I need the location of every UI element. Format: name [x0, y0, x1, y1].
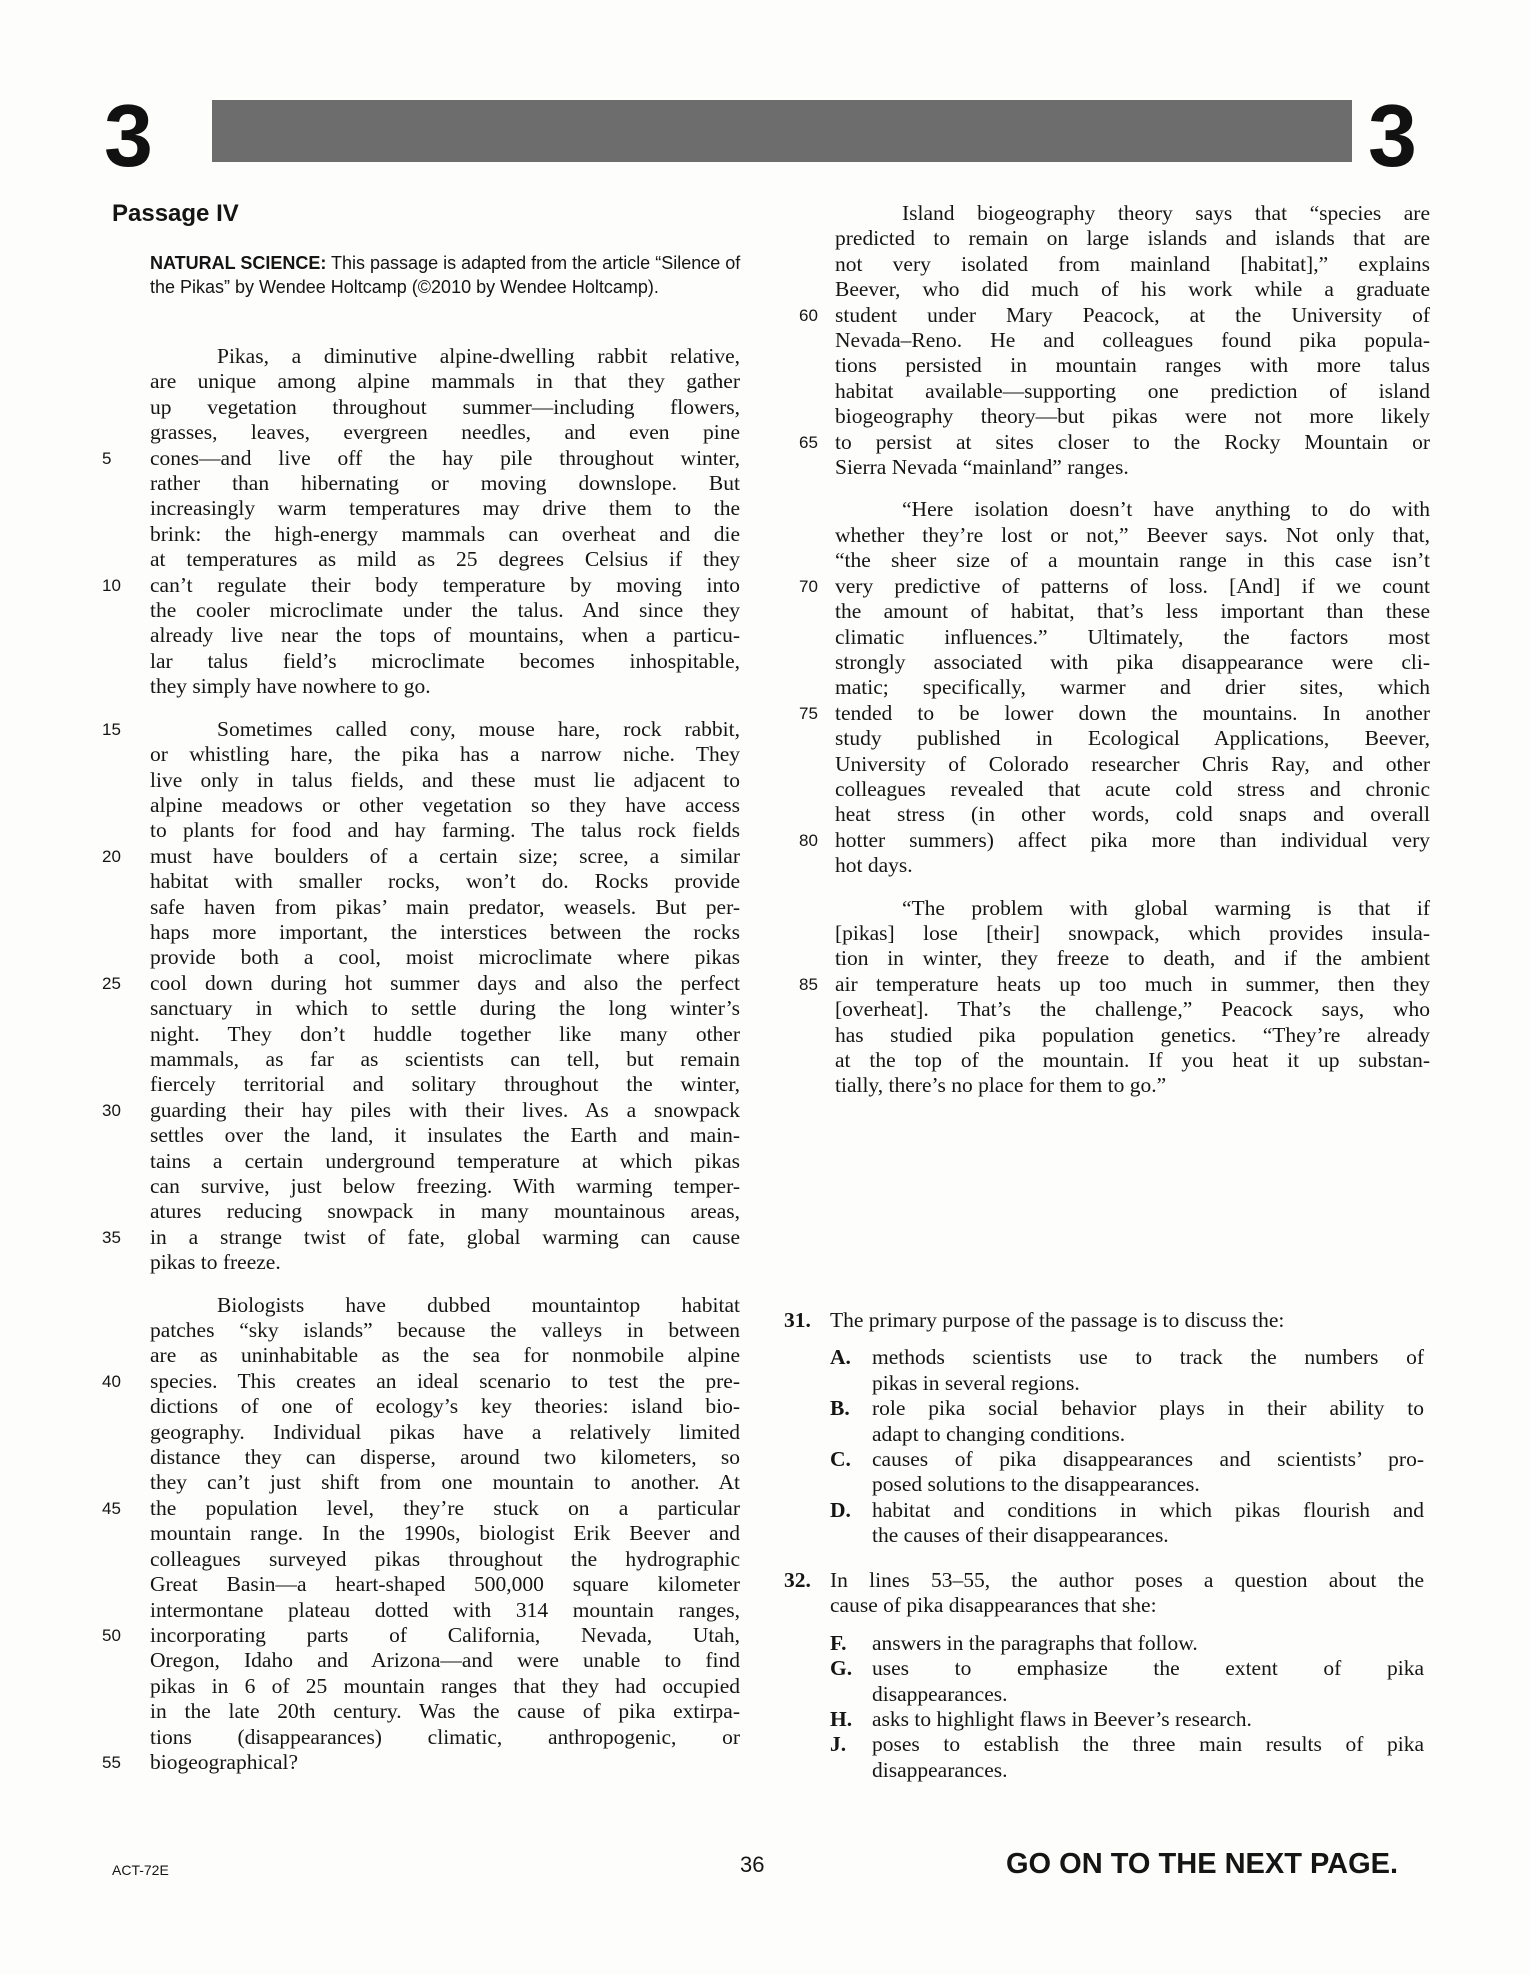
line-text: dictions of one of ecology’s key theories: island bio- — [150, 1394, 740, 1419]
option-text-line: disappearances. — [872, 1757, 1008, 1782]
text-line — [102, 1495, 740, 1521]
line-text: Oregon, Idaho and Arizona—and were unable to find — [150, 1648, 740, 1673]
option-text-line: poses to establish the three main results of pika — [872, 1732, 1424, 1757]
line-text: Biologists have dubbed mountaintop habitat — [217, 1292, 740, 1317]
text-line — [150, 1445, 740, 1470]
text-line — [102, 1224, 740, 1250]
line-number: 65 — [799, 432, 818, 452]
line-text: [pikas] lose [their] snowpack, which provides insula- — [835, 920, 1430, 945]
text-line — [150, 1394, 740, 1419]
line-number: 80 — [799, 830, 818, 850]
line-number: 85 — [799, 974, 818, 994]
option-text-line: uses to emphasize the extent of pika — [872, 1656, 1424, 1681]
text-line — [835, 201, 1430, 226]
text-line — [150, 1293, 740, 1318]
line-text: to persist at sites closer to the Rocky Mountain or — [835, 429, 1430, 454]
line-text: cones—and live off the hay pile throughout winter, — [150, 445, 740, 470]
line-text: or whistling hare, the pika has a narrow niche. They — [150, 742, 740, 767]
line-text: University of Colorado researcher Chris Ray, and other — [835, 751, 1430, 776]
line-text: has studied pika population genetics. “They’re already — [835, 1022, 1430, 1047]
line-text: biogeographical? — [150, 1749, 299, 1774]
text-line — [835, 1023, 1430, 1048]
option-text-line: adapt to changing conditions. — [872, 1421, 1126, 1446]
intro-label: NATURAL SCIENCE: — [150, 253, 327, 273]
text-line — [150, 1521, 740, 1546]
line-text: must have boulders of a certain size; scree, a similar — [150, 843, 740, 868]
line-number: 40 — [102, 1371, 121, 1391]
option-letter: H. — [830, 1707, 853, 1732]
line-text: tions (disappearances) climatic, anthropogenic, or — [150, 1724, 740, 1749]
text-line — [835, 921, 1430, 946]
answer-option[interactable] — [830, 1345, 1424, 1396]
text-line — [150, 395, 740, 420]
line-text: at temperatures as mild as 25 degrees Celsius if they — [150, 547, 740, 572]
text-line — [799, 302, 1430, 328]
passage-right-column — [799, 201, 1430, 1116]
text-line — [102, 1749, 740, 1775]
text-line — [102, 445, 740, 471]
answer-options — [784, 1345, 1424, 1548]
line-text: the amount of habitat, that’s less important than these — [835, 599, 1430, 624]
text-line — [835, 379, 1430, 404]
line-number: 75 — [799, 703, 818, 723]
line-text: Great Basin—a heart-shaped 500,000 square kilometer — [150, 1572, 740, 1597]
line-number: 50 — [102, 1625, 121, 1645]
text-line — [150, 649, 740, 674]
line-text: Island biogeography theory says that “species are — [902, 201, 1430, 225]
line-text: climatic influences.” Ultimately, the factors most — [835, 624, 1430, 649]
text-line — [150, 768, 740, 793]
text-line — [150, 895, 740, 920]
line-text: habitat available—supporting one prediction of island — [835, 378, 1430, 403]
line-text: they can’t just shift from one mountain to another. At — [150, 1470, 740, 1495]
question-32 — [784, 1568, 1424, 1783]
text-line — [150, 1318, 740, 1343]
text-line — [835, 404, 1430, 429]
line-number: 70 — [799, 576, 818, 596]
text-line — [150, 945, 740, 970]
text-line — [150, 1674, 740, 1699]
text-line — [102, 1622, 740, 1648]
intro-text: This passage is adapted from the article “Silence of the Pikas” by Wendee Holtcamp (©2010 by Wendee Holtcamp). — [150, 253, 741, 297]
text-line — [835, 650, 1430, 675]
text-line — [835, 997, 1430, 1022]
text-line — [835, 946, 1430, 971]
line-text: air temperature heats up too much in summer, then they — [835, 971, 1430, 996]
text-line — [835, 853, 1430, 878]
text-line — [150, 1250, 740, 1275]
line-text: provide both a cool, moist microclimate where pikas — [150, 945, 740, 970]
text-line — [150, 742, 740, 767]
line-number: 30 — [102, 1100, 121, 1120]
paragraph — [102, 344, 740, 700]
line-text: not very isolated from mainland [habitat],” explains — [835, 251, 1430, 276]
line-text: “the sheer size of a mountain range in this case isn’t — [835, 548, 1430, 573]
line-text: lar talus field’s microclimate becomes inhospitable, — [150, 648, 740, 673]
option-text-line: role pika social behavior plays in their ability to — [872, 1396, 1424, 1421]
text-line — [835, 802, 1430, 827]
go-on-notice: GO ON TO THE NEXT PAGE. — [1006, 1848, 1399, 1880]
question-number: 32. — [784, 1568, 811, 1592]
text-line — [835, 277, 1430, 302]
line-number: 25 — [102, 973, 121, 993]
answer-option[interactable] — [830, 1732, 1424, 1783]
text-line — [150, 869, 740, 894]
option-letter: B. — [830, 1396, 850, 1421]
line-text: sanctuary in which to settle during the long winter’s — [150, 996, 740, 1021]
line-text: at the top of the mountain. If you heat it up substan- — [835, 1048, 1430, 1072]
text-line — [150, 674, 740, 699]
line-number: 10 — [102, 575, 121, 595]
option-letter: C. — [830, 1447, 851, 1472]
text-line — [835, 455, 1430, 480]
option-text-line: disappearances. — [872, 1681, 1008, 1706]
text-line — [799, 827, 1430, 853]
option-text-line: the causes of their disappearances. — [872, 1523, 1169, 1548]
option-text-line: causes of pika disappearances and scientists’ pro- — [872, 1447, 1424, 1472]
option-letter: J. — [830, 1732, 847, 1757]
line-text: already live near the tops of mountains, when a particu- — [150, 623, 740, 648]
line-text: fiercely territorial and solitary throughout the winter, — [150, 1072, 740, 1097]
passage-left-column — [102, 344, 740, 1792]
text-line — [835, 625, 1430, 650]
line-text: mountain range. In the 1990s, biologist Erik Beever and — [150, 1521, 740, 1546]
text-line — [835, 353, 1430, 378]
text-line — [150, 793, 740, 818]
text-line — [102, 572, 740, 598]
passage-title: Passage IV — [112, 200, 239, 227]
answer-option[interactable] — [830, 1656, 1424, 1707]
text-line — [102, 970, 740, 996]
text-line — [150, 818, 740, 843]
section-number-right: 3 — [1368, 86, 1417, 185]
text-line — [150, 1343, 740, 1368]
line-text: tion in winter, they freeze to death, and if the ambient — [835, 946, 1430, 971]
text-line — [150, 344, 740, 369]
text-line — [835, 896, 1430, 921]
line-text: safe haven from pikas’ main predator, weasels. But per- — [150, 894, 740, 919]
line-text: tains a certain underground temperature at which pikas — [150, 1148, 740, 1173]
line-text: up vegetation throughout summer—including flowers, — [150, 394, 740, 419]
line-text: the cooler microclimate under the talus. And since they — [150, 598, 740, 623]
line-text: incorporating parts of California, Nevada, Utah, — [150, 1622, 740, 1647]
passage-intro — [150, 252, 750, 300]
line-text: mammals, as far as scientists can tell, but remain — [150, 1046, 740, 1071]
line-number: 45 — [102, 1498, 121, 1518]
question-stem — [830, 1308, 1424, 1333]
line-text: Nevada–Reno. He and colleagues found pika popula- — [835, 328, 1430, 353]
paragraph — [102, 1292, 740, 1776]
option-text-line: posed solutions to the disappearances. — [872, 1472, 1200, 1497]
page-number: 36 — [740, 1852, 765, 1877]
text-line — [150, 496, 740, 521]
option-text-line: methods scientists use to track the numbers of — [872, 1345, 1424, 1370]
question-number: 31. — [784, 1308, 811, 1332]
line-text: pikas to freeze. — [150, 1250, 281, 1275]
text-line — [835, 777, 1430, 802]
line-text: can’t regulate their body temperature by moving into — [150, 572, 740, 597]
answer-option[interactable] — [830, 1447, 1424, 1498]
section-number-left: 3 — [104, 86, 153, 185]
line-text: distance they can disperse, around two kilometers, so — [150, 1445, 740, 1470]
text-line — [835, 752, 1430, 777]
option-letter: F. — [830, 1630, 847, 1655]
section-header-bar — [212, 100, 1352, 162]
line-text: [overheat]. That’s the challenge,” Peacock says, who — [835, 997, 1430, 1022]
line-number: 5 — [102, 448, 112, 468]
text-line — [835, 1073, 1430, 1098]
text-line — [150, 1699, 740, 1724]
test-code: ACT-72E — [112, 1862, 169, 1878]
line-text: Pikas, a diminutive alpine-dwelling rabbit relative, — [217, 344, 740, 368]
line-number: 35 — [102, 1227, 121, 1247]
line-text: patches “sky islands” because the valleys in between — [150, 1318, 740, 1343]
line-text: brink: the high-energy mammals can overheat and die — [150, 521, 740, 546]
paragraph — [799, 201, 1430, 480]
question-stem — [830, 1568, 1424, 1619]
line-text: can survive, just below freezing. With warming temper- — [150, 1174, 740, 1198]
option-text-line: answers in the paragraphs that follow. — [872, 1630, 1198, 1655]
line-text: night. They don’t huddle together like many other — [150, 1021, 740, 1046]
option-text-line: pikas in several regions. — [872, 1370, 1080, 1395]
text-line — [150, 1648, 740, 1673]
option-letter: D. — [830, 1497, 851, 1522]
line-number: 60 — [799, 305, 818, 325]
line-text: colleagues surveyed pikas throughout the hydrographic — [150, 1546, 740, 1571]
text-line — [150, 1572, 740, 1597]
line-number: 20 — [102, 846, 121, 866]
text-line — [835, 497, 1430, 522]
line-text: biogeography theory—but pikas were not more likely — [835, 404, 1430, 429]
answer-option[interactable] — [830, 1498, 1424, 1549]
text-line — [150, 1598, 740, 1623]
line-text: hot days. — [835, 853, 913, 878]
answer-option[interactable] — [830, 1707, 1424, 1732]
line-text: are as uninhabitable as the sea for nonmobile alpine — [150, 1343, 740, 1368]
option-letter: A. — [830, 1345, 851, 1370]
text-line — [799, 429, 1430, 455]
text-line — [150, 471, 740, 496]
text-line — [835, 599, 1430, 624]
stem-line: The primary purpose of the passage is to discuss the: — [830, 1308, 1285, 1332]
line-text: settles over the land, it insulates the Earth and main- — [150, 1123, 740, 1148]
line-text: tions persisted in mountain ranges with more talus — [835, 353, 1430, 378]
text-line — [102, 1368, 740, 1394]
text-line — [835, 252, 1430, 277]
line-text: the population level, they’re stuck on a particular — [150, 1495, 740, 1520]
text-line — [799, 700, 1430, 726]
text-line — [835, 726, 1430, 751]
text-line — [150, 598, 740, 623]
line-text: study published in Ecological Applications, Beever, — [835, 726, 1430, 751]
paragraph — [799, 895, 1430, 1099]
line-text: guarding their hay piles with their lives. As a snowpack — [150, 1097, 740, 1122]
text-line — [150, 1022, 740, 1047]
line-text: strongly associated with pika disappearance were cli- — [835, 649, 1430, 674]
line-text: habitat with smaller rocks, won’t do. Rocks provide — [150, 869, 740, 894]
text-line — [835, 548, 1430, 573]
answer-option[interactable] — [830, 1631, 1424, 1656]
text-line — [835, 226, 1430, 251]
line-text: alpine meadows or other vegetation so they have access — [150, 792, 740, 817]
line-text: Sometimes called cony, mouse hare, rock rabbit, — [217, 716, 740, 741]
line-number: 15 — [102, 719, 121, 739]
line-number: 55 — [102, 1752, 121, 1772]
line-text: pikas in 6 of 25 mountain ranges that they had occupied — [150, 1673, 740, 1698]
line-text: in a strange twist of fate, global warming can cause — [150, 1224, 740, 1249]
text-line — [150, 1420, 740, 1445]
line-text: tended to be lower down the mountains. In another — [835, 700, 1430, 725]
text-line — [150, 1047, 740, 1072]
text-line — [150, 420, 740, 445]
line-text: student under Mary Peacock, at the University of — [835, 302, 1430, 327]
line-text: cool down during hot summer days and also the perfect — [150, 970, 740, 995]
line-text: grasses, leaves, evergreen needles, and even pine — [150, 420, 740, 445]
line-text: matic; specifically, warmer and drier sites, which — [835, 675, 1430, 700]
text-line — [150, 1470, 740, 1495]
stem-line: In lines 53–55, the author poses a question about the — [830, 1568, 1424, 1592]
line-text: to plants for food and hay farming. The talus rock fields — [150, 818, 740, 843]
line-text: increasingly warm temperatures may drive them to the — [150, 496, 740, 521]
line-text: they simply have nowhere to go. — [150, 674, 431, 699]
text-line — [150, 1123, 740, 1148]
line-text: intermontane plateau dotted with 314 mountain ranges, — [150, 1597, 740, 1622]
text-line — [102, 1097, 740, 1123]
line-text: “Here isolation doesn’t have anything to do with — [902, 497, 1430, 522]
option-text-line: asks to highlight flaws in Beever’s research. — [872, 1707, 1252, 1732]
line-text: geography. Individual pikas have a relatively limited — [150, 1419, 740, 1444]
text-line — [150, 369, 740, 394]
line-text: species. This creates an ideal scenario to test the pre- — [150, 1368, 740, 1393]
text-line — [835, 328, 1430, 353]
line-text: hotter summers) affect pika more than individual very — [835, 827, 1430, 852]
line-text: rather than hibernating or moving downslope. But — [150, 471, 740, 496]
option-letter: G. — [830, 1656, 853, 1681]
line-text: “The problem with global warming is that if — [902, 895, 1430, 920]
text-line — [150, 1072, 740, 1097]
line-text: live only in talus fields, and these must lie adjacent to — [150, 767, 740, 792]
line-text: whether they’re lost or not,” Beever says. Not only that, — [835, 522, 1430, 547]
text-line — [150, 1199, 740, 1224]
text-line — [150, 623, 740, 648]
text-line — [150, 996, 740, 1021]
paragraph — [799, 497, 1430, 878]
line-text: atures reducing snowpack in many mountainous areas, — [150, 1199, 740, 1224]
answer-option[interactable] — [830, 1396, 1424, 1447]
text-line — [150, 522, 740, 547]
text-line — [150, 1149, 740, 1174]
line-text: colleagues revealed that acute cold stress and chronic — [835, 776, 1430, 801]
line-text: in the late 20th century. Was the cause of pika extirpa- — [150, 1699, 740, 1724]
text-line — [150, 1547, 740, 1572]
line-text: haps more important, the interstices between the rocks — [150, 919, 740, 944]
paragraph — [102, 716, 740, 1276]
text-line — [799, 573, 1430, 599]
answer-options — [784, 1631, 1424, 1783]
line-text: Sierra Nevada “mainland” ranges. — [835, 455, 1129, 480]
line-text: are unique among alpine mammals in that they gather — [150, 369, 740, 394]
line-text: predicted to remain on large islands and islands that are — [835, 226, 1430, 251]
text-line — [150, 547, 740, 572]
text-line — [102, 716, 740, 742]
text-line — [835, 675, 1430, 700]
line-text: heat stress (in other words, cold snaps and overall — [835, 802, 1430, 827]
text-line — [835, 523, 1430, 548]
line-text: tially, there’s no place for them to go.” — [835, 1073, 1167, 1098]
text-line — [150, 1174, 740, 1199]
option-text-line: habitat and conditions in which pikas flourish and — [872, 1497, 1424, 1522]
text-line — [835, 1048, 1430, 1073]
question-31 — [784, 1308, 1424, 1549]
stem-line: cause of pika disappearances that she: — [830, 1593, 1157, 1618]
line-text: very predictive of patterns of loss. [And] if we count — [835, 573, 1430, 598]
text-line — [150, 1725, 740, 1750]
text-line — [799, 971, 1430, 997]
line-text: Beever, who did much of his work while a graduate — [835, 277, 1430, 302]
text-line — [150, 920, 740, 945]
text-line — [102, 843, 740, 869]
